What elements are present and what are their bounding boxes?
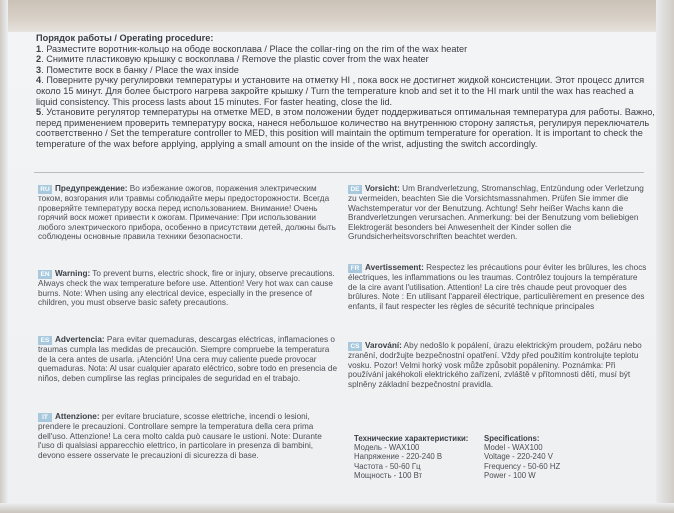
spec-line: Voltage - 220-240 V (484, 452, 553, 462)
specs-title: Технические характеристики: (354, 434, 469, 443)
step-number: 4 (36, 75, 42, 86)
specs-ru (354, 434, 494, 480)
operating-procedure (36, 33, 656, 150)
warning-de (348, 184, 648, 242)
warning-label: Avertissement: (365, 263, 424, 272)
language-tag: EN (38, 270, 52, 279)
language-tag: CS (348, 342, 362, 351)
spec-line: Frequency - 50-60 HZ (484, 461, 561, 471)
warning-label: Vorsicht: (365, 184, 400, 193)
step-text: . Разместите воротник-кольцо на ободе воскоплава / Place the collar-ring on the rim of the wax heater (41, 43, 468, 54)
language-tag: ES (38, 336, 52, 345)
warning-text: Para evitar quemaduras, descargas eléctricas, inflamaciones o traumas cumpla las medidas de precaución. Siempre compruebe la temperatura de la cera antes de usarla. ¡Atención! Una cera muy caliente puede provocar quemaduras. Nota: Al usar cualquier aparato eléctrico, sobre todo en presencia de niños, deben cumplirse las reglas principales de seguridad en el trabajo. (38, 335, 338, 383)
warning-it (38, 412, 338, 460)
warning-ru (38, 184, 338, 242)
procedure-title: Порядок работы / Operating procedure: (36, 33, 214, 43)
warning-text: Um Brandverletzung, Stromanschlag, Entzündung oder Verletzung zu vermeiden, beachten Sie die Vorsichtsmassnahmen. Prüfen Sie immer die Wachstemperatur vor der Benutzung. Achtung! Sehr heißer Wachs kann die Brandverletzungen verursachen. Anmerkung: bei der Benutzung vom beliebigen Elektrogerät besonders bei Anwesenheit der Kinder sollen die Grundsicherheitsvorschriften beachtet werden. (348, 184, 644, 242)
language-tag: RU (38, 185, 52, 194)
specs-en (484, 434, 604, 480)
warning-cs (348, 341, 648, 389)
step-number: 1 (36, 43, 42, 54)
step-number: 2 (36, 54, 42, 65)
procedure-step-5 (36, 107, 656, 149)
warning-text: To prevent burns, electric shock, fire or injury, observe precautions. Always check the wax temperature before use. Attention! Very hot wax can cause burns. Note: When using any electrical device, especially in the presence of children, you must observe basic safety precautions. (38, 269, 335, 308)
spec-line: Напряжение - 220-240 В (354, 452, 443, 462)
spec-line: Мощность - 100 Вт (354, 470, 423, 480)
warning-label: Varování: (365, 341, 402, 350)
step-number: 3 (36, 64, 42, 75)
specs-title: Specifications: (484, 434, 540, 443)
spec-line: Модель - WAX100 (354, 443, 420, 453)
warning-es (38, 335, 338, 383)
step-number: 5 (36, 107, 42, 118)
step-text: . Поместите воск в банку / Place the wax inside (41, 64, 239, 75)
spec-line: Model - WAX100 (484, 443, 543, 453)
warning-text: per evitare bruciature, scosse elettriche, incendi o lesioni, prendere le precauzioni. Controllare sempre la temperatura della cera prima dell'uso. Attenzione! La cera molto calda può causare le ustioni. Note: Durante l'uso di qualsiasi apparecchio elettrico, in particolare in presenza di bambini, devono essere osservate le precauzioni di sicurezza di base. (38, 412, 322, 460)
step-text: . Снимите пластиковую крышку с воскоплава / Remove the plastic cover from the wax heater (41, 54, 429, 65)
language-tag: FR (348, 264, 362, 273)
warning-label: Advertencia: (55, 335, 105, 344)
warning-text: Во избежание ожогов, поражения электрическим током, возгорания или травмы соблюдайте меры предосторожности. Всегда проверяйте температуру воска перед использованием. Внимание! Очень горячий воск может привести к ожогам. Примечание: При использовании любого электрического прибора, особенно в присутствии детей, должны быть соблюдены основные правила техники безопасности. (38, 184, 336, 242)
language-tag: IT (38, 413, 52, 422)
spec-line: Power - 100 W (484, 470, 536, 480)
section-divider (34, 172, 644, 173)
warning-en (38, 269, 338, 308)
procedure-step-1 (36, 44, 656, 55)
language-tag: DE (348, 185, 362, 194)
warning-label: Warning: (55, 269, 91, 278)
box-bottom-edge (0, 503, 674, 513)
step-text: . Поверните ручку регулировки температуры и установите на отметку HI , пока воск не достигнет жидкой консистенции. Этот процесс длится около 15 минут. Для более быстрого нагрева закройте крышку / Turn the temperature knob and set it to the HI mark until the wax has reached a liquid consistency. This process lasts about 15 minutes. For faster heating, close the lid. (36, 75, 645, 107)
box-right-edge (656, 0, 674, 513)
step-text: . Установите регулятор температуры на отметке MED, в этом положении будет поддерживаться оптимальная температура для работы. Важно, перед применением проверить температуру воска, нанеся небольшое количество на внутреннюю сторону запястья, регулируя переключатель соответственно / Set the temperature controller to MED, this position will maintain the optimum temperature for operation. It is important to check the temperature of the wax before applying, applying a small amount on the inside of the wrist, adjusting the switch accordingly. (36, 107, 655, 149)
procedure-step-4 (36, 75, 656, 107)
procedure-step-3 (36, 65, 656, 76)
warning-label: Attenzione: (55, 412, 100, 421)
box-left-edge (0, 0, 8, 513)
warning-label: Предупреждение: (55, 184, 128, 193)
warning-text: Aby nedošlo k popálení, úrazu elektrickým proudem, požáru nebo zranění, dodržujte bezpečnostní opatření. Vždy před použitím kontrolujte teplotu vosku. Pozor! Velmi horký vosk může způsobit popáleniny. Poznámka: Při používání jakéhokoli elektrického zařízení, zvláště v přítomnosti dětí, musí být splněny základní bezpečnostní pravidla. (348, 341, 642, 389)
warning-fr (348, 263, 648, 311)
box-top-flap (0, 0, 674, 32)
procedure-step-2 (36, 54, 656, 65)
warning-text: Respectez les précautions pour éviter les brûlures, les chocs électriques, les inflammations ou les traumas. Contrôlez toujours la température de la cire avant l'utilisation. Attention! La cire très chaude peut provoquer des brûlures. Note : En utilisant l'appareil électrique, particulièrement en presence des enfants, il faut respecter les règles de sécurité technique principales (348, 263, 647, 311)
spec-line: Частота - 50-60 Гц (354, 461, 421, 471)
